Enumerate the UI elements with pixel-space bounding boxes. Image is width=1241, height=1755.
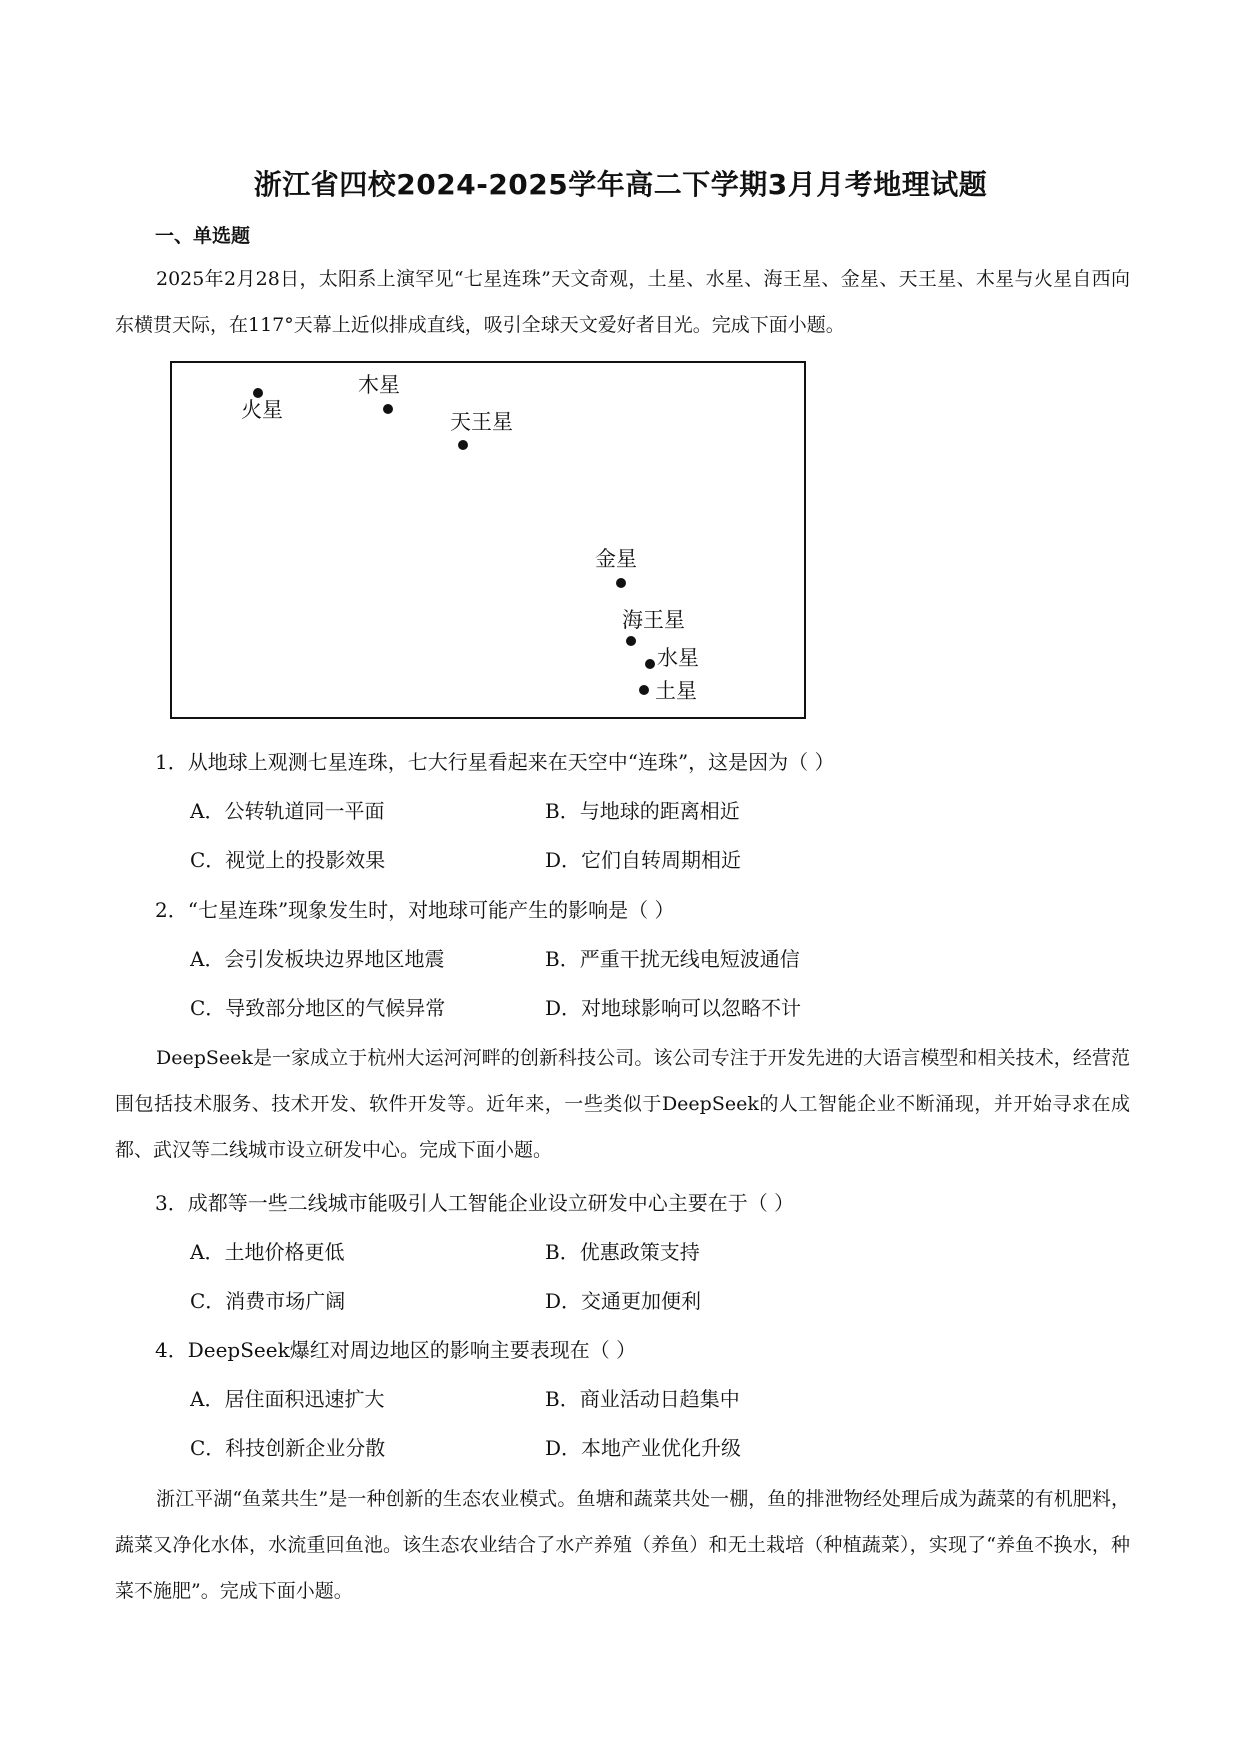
q1-option-a[interactable]: A．公转轨道同一平面 <box>190 799 385 823</box>
q3-option-b[interactable]: B．优惠政策支持 <box>545 1240 700 1264</box>
q3-option-a[interactable]: A．土地价格更低 <box>190 1240 345 1264</box>
passage-1: 2025年2月28日，太阳系上演罕见“七星连珠”天文奇观，土星、水星、海王星、金星、天王星、木星与火星自西向东横贯天际，在117°天幕上近似排成直线，吸引全球天文爱好者目光。完成下面小题。 <box>115 268 1130 336</box>
q2-option-c[interactable]: C．导致部分地区的气候异常 <box>190 996 446 1020</box>
q1-option-b[interactable]: B．与地球的距离相近 <box>545 799 740 823</box>
q1-option-d[interactable]: D．它们自转周期相近 <box>545 848 742 872</box>
q4-option-a[interactable]: A．居住面积迅速扩大 <box>190 1387 385 1411</box>
saturn-dot <box>639 685 649 695</box>
q3-option-c[interactable]: C．消费市场广阔 <box>190 1289 346 1313</box>
venus-label: 金星 <box>595 547 637 571</box>
page-title: 浙江省四校2024-2025学年高二下学期3月月考地理试题 <box>253 168 988 201</box>
mars-dot <box>253 388 263 398</box>
question-4: 4．DeepSeek爆红对周边地区的影响主要表现在（ ） <box>155 1338 637 1362</box>
jupiter-label: 木星 <box>358 373 400 397</box>
uranus-label: 天王星 <box>450 410 513 434</box>
uranus-dot <box>458 440 468 450</box>
q4-option-c[interactable]: C．科技创新企业分散 <box>190 1436 386 1460</box>
passage-2: DeepSeek是一家成立于杭州大运河河畔的创新科技公司。该公司专注于开发先进的大语言模型和相关技术，经营范围包括技术服务、技术开发、软件开发等。近年来，一些类似于DeepSeek的人工智能企业不断涌现，并开始寻求在成都、武汉等二线城市设立研发中心。完成下面小题。 <box>115 1047 1130 1161</box>
section-heading: 一、单选题 <box>155 225 251 247</box>
q2-option-b[interactable]: B．严重干扰无线电短波通信 <box>545 947 800 971</box>
q2-option-a[interactable]: A．会引发板块边界地区地震 <box>190 947 445 971</box>
mars-label: 火星 <box>241 398 283 422</box>
mercury-label: 水星 <box>657 646 699 670</box>
mercury-dot <box>645 659 655 669</box>
passage-3: 浙江平湖“鱼菜共生”是一种创新的生态农业模式。鱼塘和蔬菜共处一棚，鱼的排泄物经处理后成为蔬菜的有机肥料，蔬菜又净化水体，水流重回鱼池。该生态农业结合了水产养殖（养鱼）和无土栽培（种植蔬菜），实现了“养鱼不换水，种菜不施肥”。完成下面小题。 <box>115 1488 1130 1602</box>
q3-option-d[interactable]: D．交通更加便利 <box>545 1289 702 1313</box>
q2-option-d[interactable]: D．对地球影响可以忽略不计 <box>545 996 802 1020</box>
saturn-label: 土星 <box>655 679 697 703</box>
question-2: 2．“七星连珠”现象发生时，对地球可能产生的影响是（ ） <box>155 898 675 922</box>
neptune-dot <box>626 636 636 646</box>
question-3: 3．成都等一些二线城市能吸引人工智能企业设立研发中心主要在于（ ） <box>155 1191 795 1215</box>
q1-option-c[interactable]: C．视觉上的投影效果 <box>190 848 386 872</box>
venus-dot <box>616 578 626 588</box>
q4-option-d[interactable]: D．本地产业优化升级 <box>545 1436 742 1460</box>
jupiter-dot <box>383 404 393 414</box>
neptune-label: 海王星 <box>622 608 685 632</box>
question-1: 1．从地球上观测七星连珠，七大行星看起来在天空中“连珠”，这是因为（ ） <box>155 750 835 774</box>
q4-option-b[interactable]: B．商业活动日趋集中 <box>545 1387 740 1411</box>
planet-alignment-figure <box>170 361 806 719</box>
